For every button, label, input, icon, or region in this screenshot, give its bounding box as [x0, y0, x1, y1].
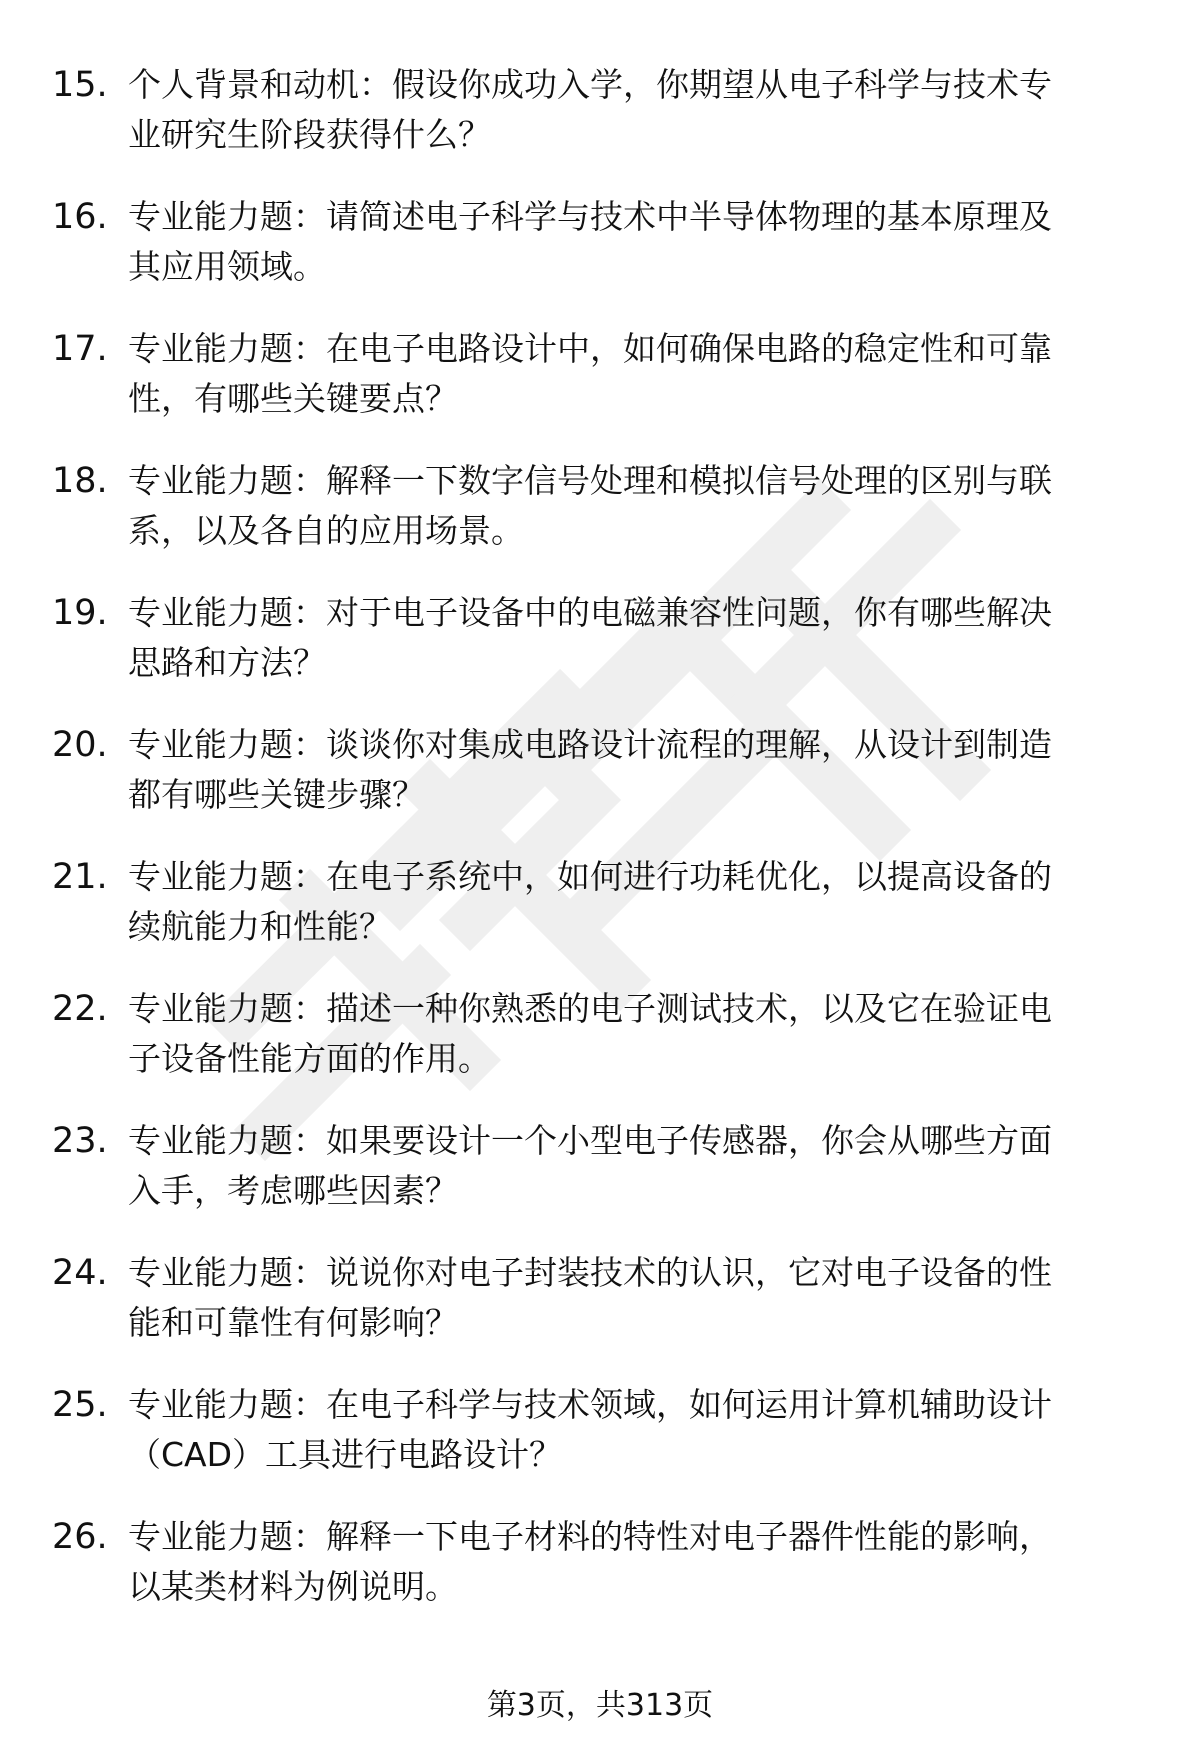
question-number: 18. — [52, 461, 108, 501]
question-text: 专业能力题：对于电子设备中的电磁兼容性问题，你有哪些解决 思路和方法？ — [128, 593, 1052, 682]
question-text: 专业能力题：解释一下数字信号处理和模拟信号处理的区别与联 系，以及各自的应用场景。 — [128, 461, 1052, 550]
question-item — [0, 984, 1200, 1116]
question-item — [0, 324, 1200, 456]
question-number: 22. — [52, 989, 108, 1029]
question-item — [0, 1512, 1200, 1644]
page-footer: 第3页，共313页 — [486, 1688, 714, 1723]
question-item — [0, 588, 1200, 720]
question-item — [0, 1116, 1200, 1248]
question-number: 19. — [52, 593, 108, 633]
question-item — [0, 852, 1200, 984]
question-item — [0, 192, 1200, 324]
question-text: 专业能力题：在电子科学与技术领域，如何运用计算机辅助设计 （CAD）工具进行电路设计？ — [128, 1385, 1052, 1474]
question-number: 23. — [52, 1121, 108, 1161]
question-number: 20. — [52, 725, 108, 765]
question-list — [0, 60, 1200, 1644]
question-text: 专业能力题：谈谈你对集成电路设计流程的理解，从设计到制造 都有哪些关键步骤？ — [128, 725, 1052, 814]
question-number: 26. — [52, 1517, 108, 1557]
question-text: 专业能力题：请简述电子科学与技术中半导体物理的基本原理及 其应用领域。 — [128, 197, 1052, 286]
question-text: 个人背景和动机：假设你成功入学，你期望从电子科学与技术专 业研究生阶段获得什么？ — [128, 65, 1052, 154]
question-item — [0, 720, 1200, 852]
question-number: 16. — [52, 197, 108, 237]
question-text: 专业能力题：描述一种你熟悉的电子测试技术，以及它在验证电 子设备性能方面的作用。 — [128, 989, 1052, 1078]
question-text: 专业能力题：如果要设计一个小型电子传感器，你会从哪些方面 入手，考虑哪些因素？ — [128, 1121, 1052, 1210]
question-number: 17. — [52, 329, 108, 369]
question-text: 专业能力题：说说你对电子封装技术的认识，它对电子设备的性 能和可靠性有何影响？ — [128, 1253, 1052, 1342]
question-text: 专业能力题：在电子电路设计中，如何确保电路的稳定性和可靠 性，有哪些关键要点？ — [128, 329, 1052, 418]
question-number: 15. — [52, 65, 108, 105]
question-text: 专业能力题：解释一下电子材料的特性对电子器件性能的影响， 以某类材料为例说明。 — [128, 1517, 1052, 1606]
question-item — [0, 60, 1200, 192]
question-number: 25. — [52, 1385, 108, 1425]
question-item — [0, 1248, 1200, 1380]
question-item — [0, 1380, 1200, 1512]
question-number: 21. — [52, 857, 108, 897]
question-text: 专业能力题：在电子系统中，如何进行功耗优化，以提高设备的 续航能力和性能？ — [128, 857, 1052, 946]
question-number: 24. — [52, 1253, 108, 1293]
question-item — [0, 456, 1200, 588]
